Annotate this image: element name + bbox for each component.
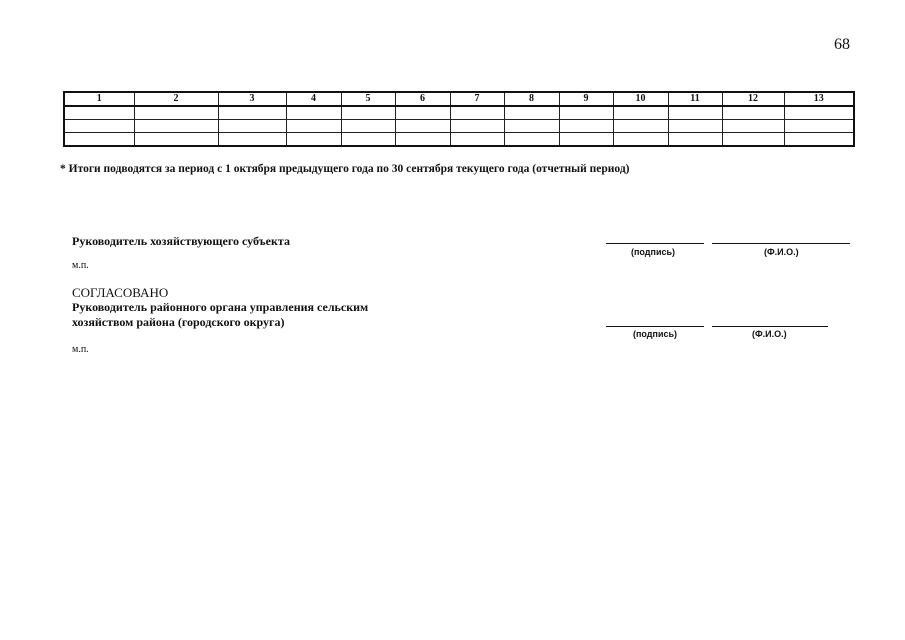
table-cell	[504, 133, 559, 147]
stamp-label: м.п.	[72, 260, 89, 271]
signature-line	[606, 243, 704, 244]
footnote: * Итоги подводятся за период с 1 октября предыдущего года по 30 сентября текущего года (отчетный период)	[60, 163, 630, 175]
table-cell	[504, 120, 559, 133]
name-caption: (Ф.И.О.)	[764, 247, 799, 257]
table-cell	[395, 106, 450, 120]
column-header: 11	[668, 92, 722, 106]
table-cell	[450, 120, 504, 133]
district-head-line1: Руководитель районного органа управления сельским	[72, 300, 369, 314]
column-header: 7	[450, 92, 504, 106]
column-header: 13	[784, 92, 854, 106]
table-cell	[450, 106, 504, 120]
column-header: 10	[613, 92, 668, 106]
table-cell	[668, 133, 722, 147]
column-header: 9	[559, 92, 613, 106]
table-cell	[668, 120, 722, 133]
table-cell	[286, 120, 341, 133]
table-cell	[64, 120, 134, 133]
table-cell	[722, 106, 784, 120]
table-cell	[559, 120, 613, 133]
table-cell	[286, 133, 341, 147]
district-head-line2: хозяйством района (городского округа)	[72, 315, 285, 329]
table-cell	[218, 120, 286, 133]
table-cell	[64, 133, 134, 147]
table-cell	[218, 133, 286, 147]
column-header: 5	[341, 92, 395, 106]
table-row	[64, 120, 854, 133]
table-cell	[722, 120, 784, 133]
table-cell	[613, 133, 668, 147]
head-of-entity-label: Руководитель хозяйствующего субъекта	[72, 234, 290, 248]
table-cell	[450, 133, 504, 147]
data-table	[63, 91, 855, 147]
table-cell	[286, 106, 341, 120]
table-cell	[613, 106, 668, 120]
table-cell	[134, 120, 218, 133]
signature-caption: (подпись)	[633, 329, 678, 339]
table-header-row	[64, 92, 854, 106]
column-header: 2	[134, 92, 218, 106]
table-cell	[218, 106, 286, 120]
table-row	[64, 106, 854, 120]
table-cell	[341, 106, 395, 120]
table-cell	[613, 120, 668, 133]
table-cell	[134, 133, 218, 147]
approved-label: СОГЛАСОВАНО	[72, 285, 169, 300]
table-cell	[784, 120, 854, 133]
signature-caption: (подпись)	[631, 247, 676, 257]
column-header: 1	[64, 92, 134, 106]
table-cell	[395, 133, 450, 147]
table-cell	[341, 120, 395, 133]
column-header: 6	[395, 92, 450, 106]
column-header: 3	[218, 92, 286, 106]
table-cell	[722, 133, 784, 147]
table-cell	[784, 133, 854, 147]
page-number: 68	[834, 36, 850, 53]
stamp-label: м.п.	[72, 344, 89, 355]
column-header: 4	[286, 92, 341, 106]
table-cell	[559, 133, 613, 147]
table-row	[64, 133, 854, 147]
table-cell	[395, 120, 450, 133]
name-caption: (Ф.И.О.)	[752, 329, 787, 339]
table-cell	[341, 133, 395, 147]
signature-line	[606, 326, 704, 327]
name-line	[712, 243, 850, 244]
table-cell	[64, 106, 134, 120]
column-header: 12	[722, 92, 784, 106]
table-cell	[559, 106, 613, 120]
table-cell	[784, 106, 854, 120]
table-cell	[134, 106, 218, 120]
table-cell	[668, 106, 722, 120]
column-header: 8	[504, 92, 559, 106]
table-cell	[504, 106, 559, 120]
name-line	[712, 326, 828, 327]
